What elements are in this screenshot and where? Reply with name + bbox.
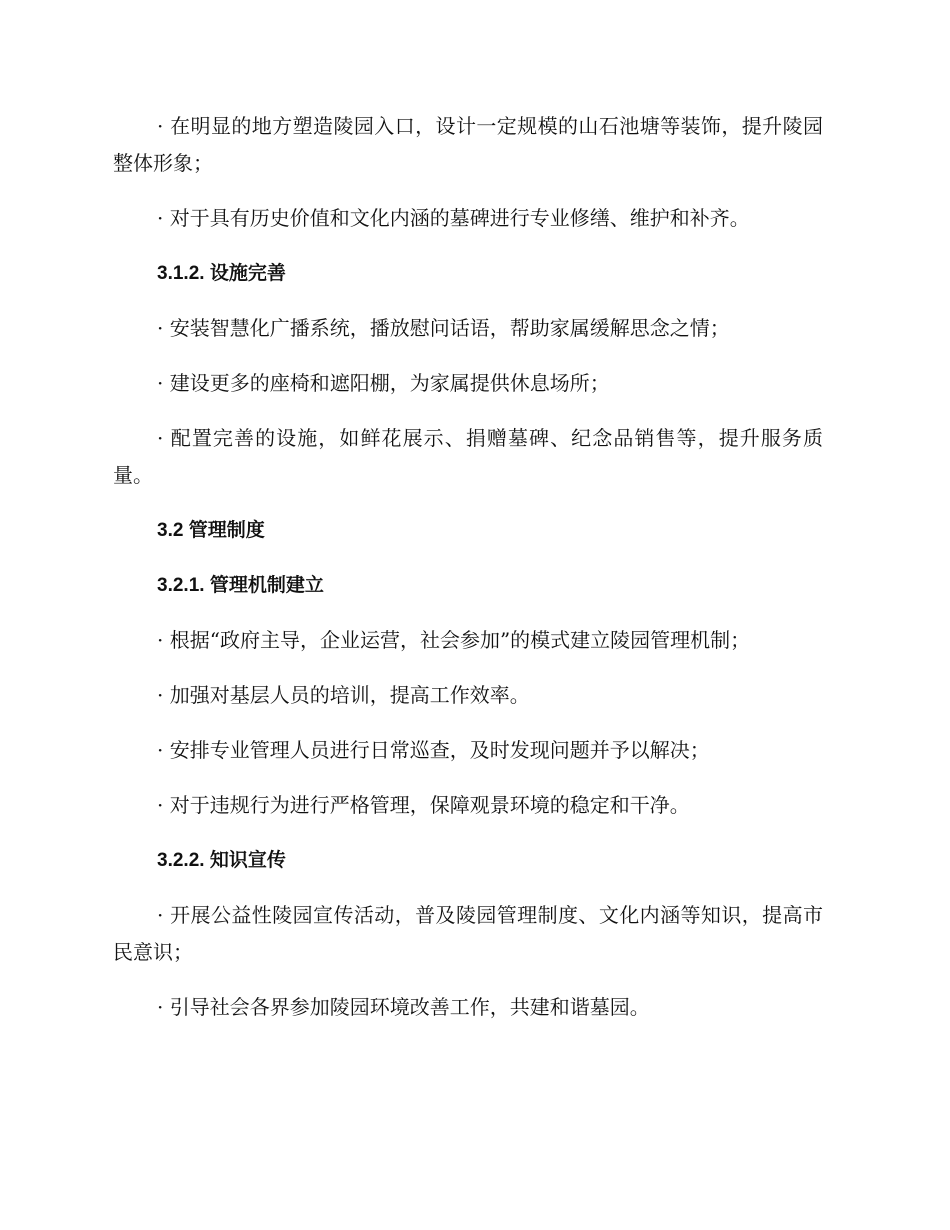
section-heading: 3.1.2. 设施完善: [157, 263, 286, 284]
paragraph: · 引导社会各界参加陵园环境改善工作，共建和谐墓园。: [157, 995, 650, 1019]
section-heading: 3.2 管理制度: [157, 520, 265, 541]
paragraph: · 对于具有历史价值和文化内涵的墓碑进行专业修缮、维护和补齐。: [157, 206, 750, 230]
paragraph: · 根据“政府主导，企业运营，社会参加”的模式建立陵园管理机制；: [157, 628, 751, 652]
paragraph: · 安排专业管理人员进行日常巡查，及时发现问题并予以解决；: [157, 738, 710, 762]
section-heading: 3.2.2. 知识宣传: [157, 850, 286, 871]
document-body: [113, 108, 823, 1044]
paragraph: · 建设更多的座椅和遮阳棚，为家属提供休息场所；: [157, 371, 610, 395]
section-heading: 3.2.1. 管理机制建立: [157, 575, 324, 596]
paragraph: · 开展公益性陵园宣传活动，普及陵园管理制度、文化内涵等知识，提高市民意识；: [113, 903, 823, 964]
paragraph: · 在明显的地方塑造陵园入口，设计一定规模的山石池塘等装饰，提升陵园整体形象；: [113, 114, 823, 175]
paragraph: · 配置完善的设施，如鲜花展示、捐赠墓碑、纪念品销售等，提升服务质量。: [113, 426, 823, 487]
paragraph: · 加强对基层人员的培训，提高工作效率。: [157, 683, 530, 707]
paragraph: · 安装智慧化广播系统，播放慰问话语，帮助家属缓解思念之情；: [157, 316, 730, 340]
paragraph: · 对于违规行为进行严格管理，保障观景环境的稳定和干净。: [157, 793, 690, 817]
